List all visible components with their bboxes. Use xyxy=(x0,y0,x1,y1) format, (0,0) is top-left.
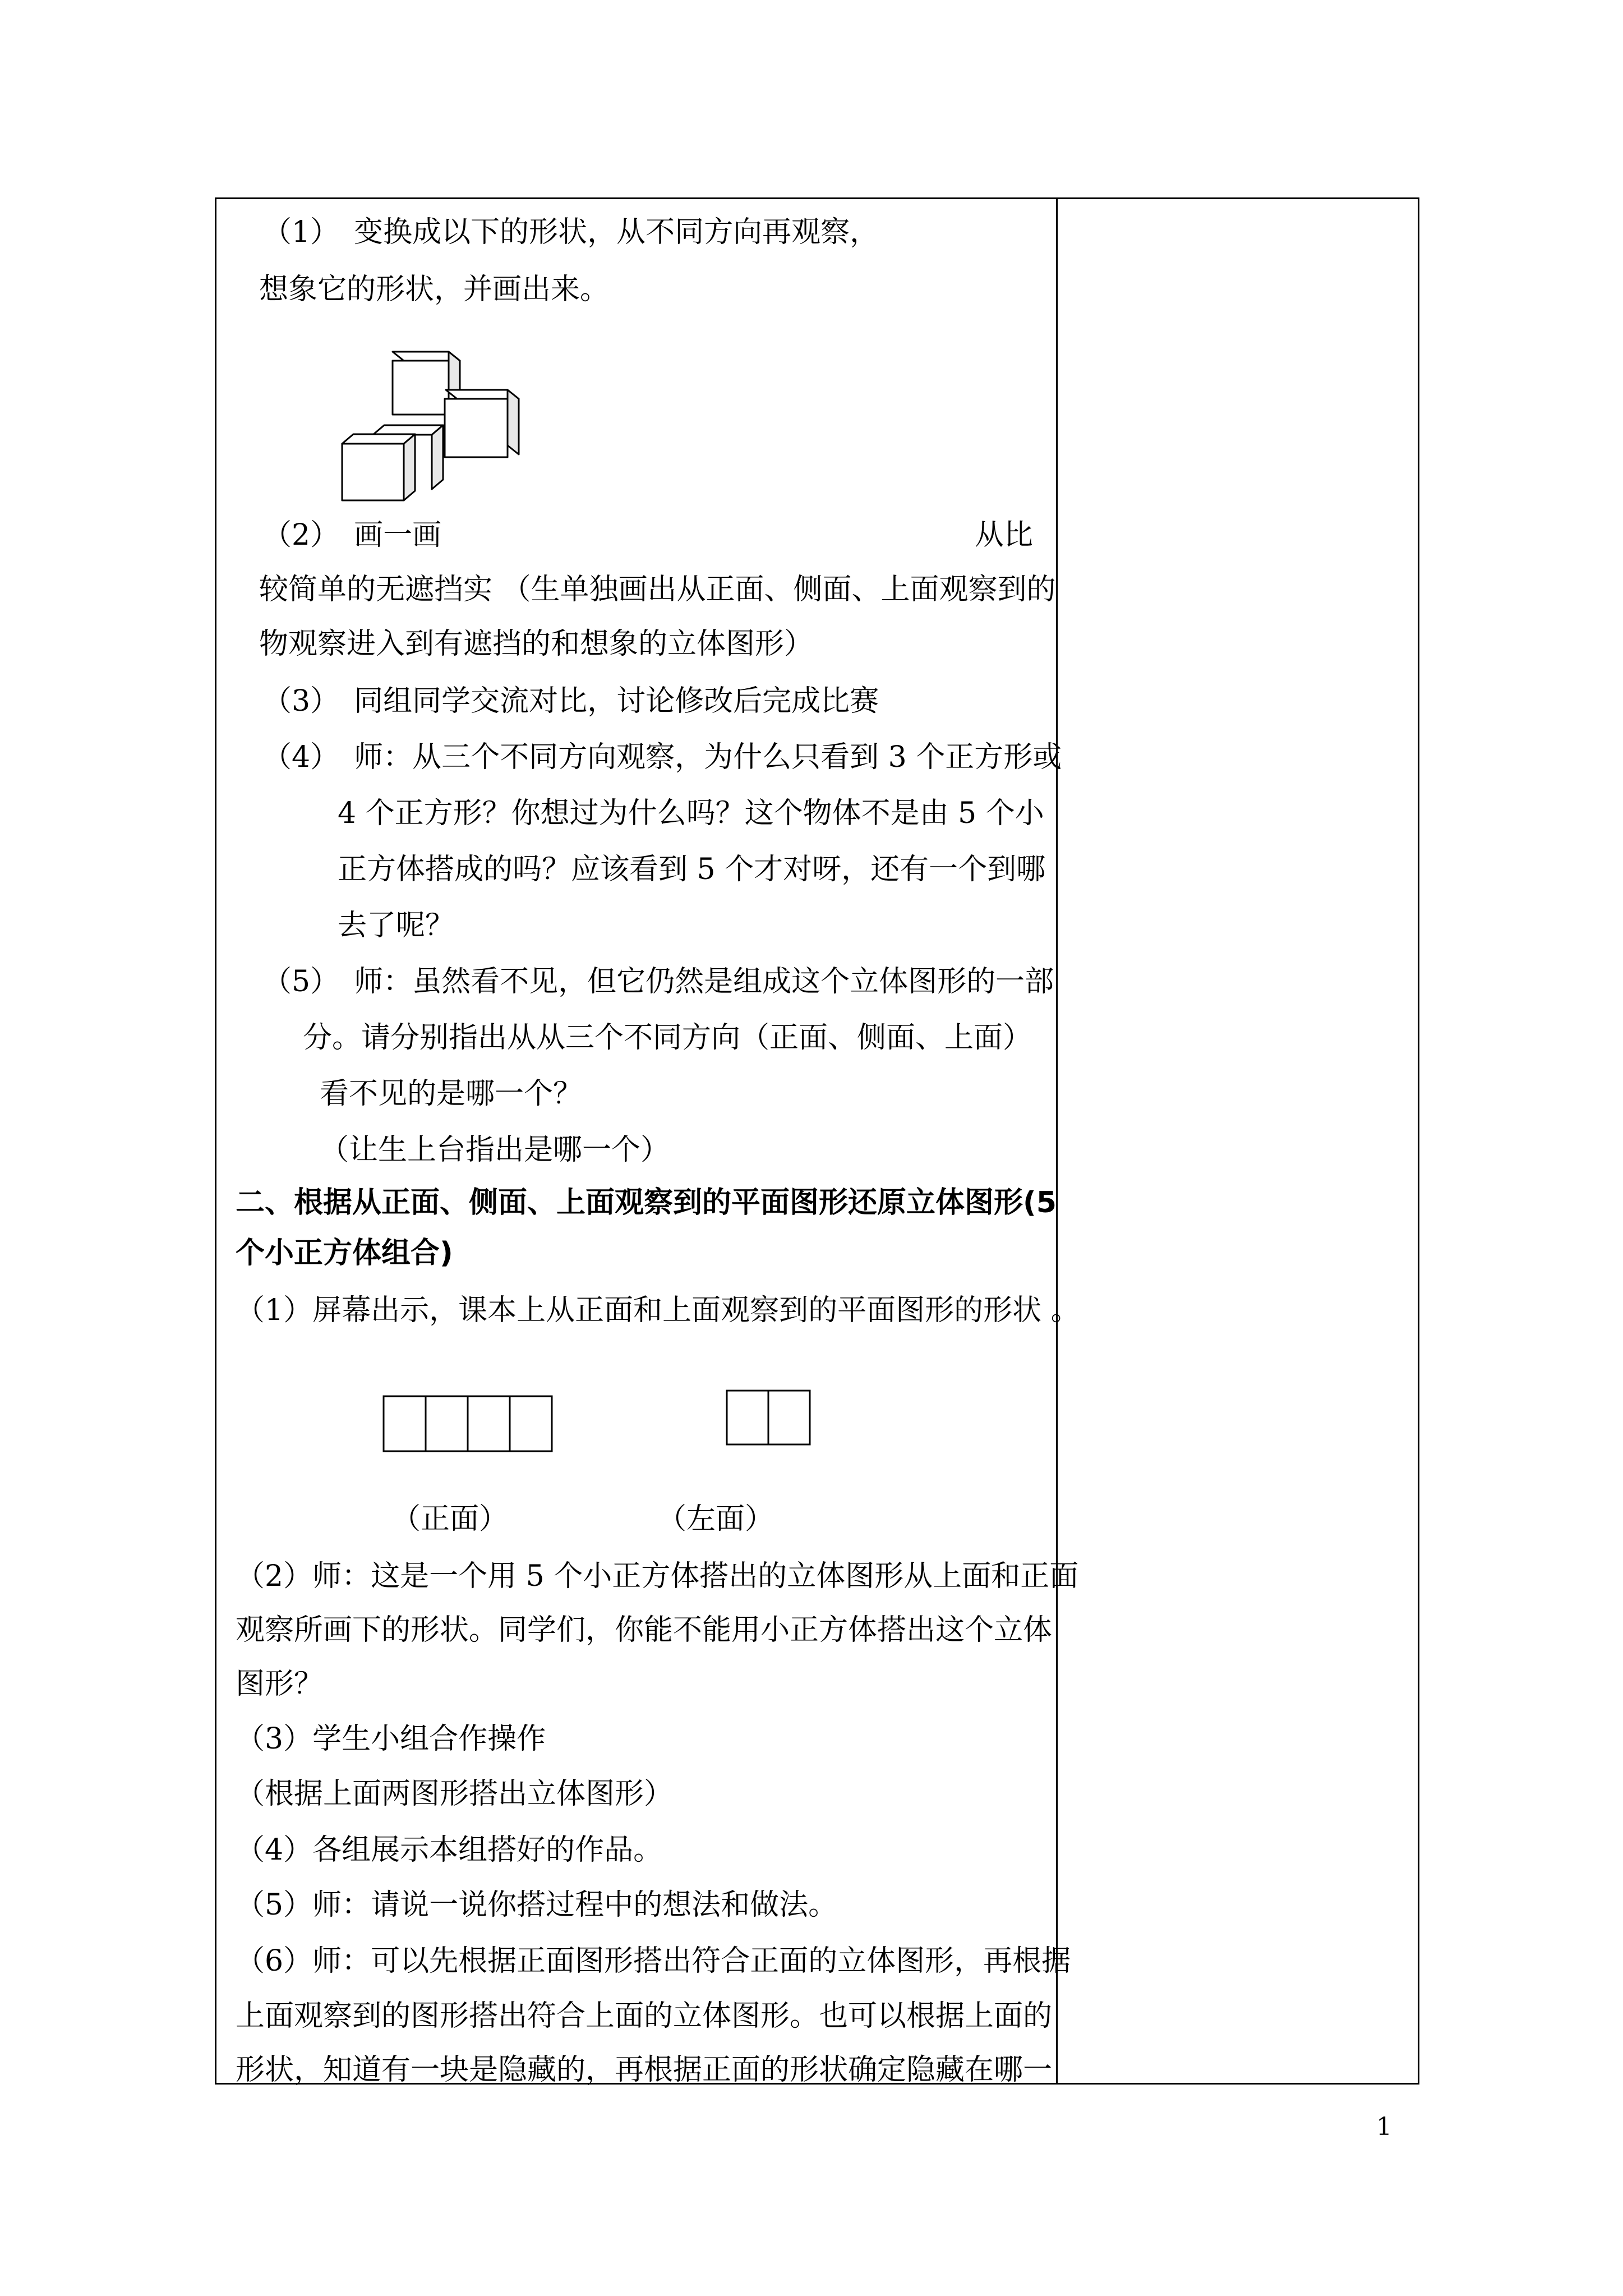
page-number: 1 xyxy=(1376,2113,1392,2141)
sub-6-cont-2: 形状，知道有一块是隐藏的，再根据正面的形状确定隐藏在哪一 xyxy=(236,2053,1053,2087)
step-3: （3） 同组同学交流对比，讨论修改后完成比赛 xyxy=(262,684,879,718)
step-1: （1） 变换成以下的形状，从不同方向再观察， xyxy=(262,215,879,249)
step-5-cont-2: 看不见的是哪一个？ xyxy=(320,1077,583,1111)
sub-2: （2）师：这是一个用 5 个小正方体搭出的立体图形从上面和正面 xyxy=(236,1559,1079,1593)
column-divider xyxy=(1056,197,1058,2085)
step-2-cont-2: 物观察进入到有遮挡的和想象的立体图形） xyxy=(259,627,814,661)
section-heading: 二、根据从正面、侧面、上面观察到的平面图形还原立体图形(5 xyxy=(236,1186,1057,1220)
sub-1: （1）屏幕出示，课本上从正面和上面观察到的平面图形的形状 。 xyxy=(236,1294,1080,1327)
sub-3: （3）学生小组合作操作 xyxy=(236,1722,546,1756)
step-1-cont: 想象它的形状，并画出来。 xyxy=(259,273,610,306)
caption-left: （左面） xyxy=(657,1502,774,1536)
step-4-cont-3: 去了呢？ xyxy=(338,909,455,942)
left-view-figure xyxy=(725,1388,814,1447)
step-4-cont-2: 正方体搭成的吗？应该看到 5 个才对呀，还有一个到哪 xyxy=(338,853,1046,886)
cubes-figure xyxy=(336,345,527,508)
sub-2-cont-1: 观察所画下的形状。同学们，你能不能用小正方体搭出这个立体 xyxy=(236,1613,1053,1647)
sub-6: （6）师：可以先根据正面图形搭出符合正面的立体图形，再根据 xyxy=(236,1944,1071,1978)
section-heading-cont: 个小正方体组合) xyxy=(236,1236,453,1270)
front-view-figure xyxy=(381,1394,555,1456)
sub-4: （4）各组展示本组搭好的作品。 xyxy=(236,1833,663,1867)
caption-front: （正面） xyxy=(391,1502,509,1536)
step-5-cont-1: 分。请分别指出从从三个不同方向（正面、侧面、上面） xyxy=(303,1021,1032,1055)
sub-3-note: （根据上面两图形搭出立体图形） xyxy=(236,1777,674,1811)
sub-6-cont-1: 上面观察到的图形搭出符合上面的立体图形。也可以根据上面的 xyxy=(236,1999,1053,2033)
step-2: （2） 画一画 xyxy=(262,518,442,552)
step-4: （4） 师：从三个不同方向观察，为什么只看到 3 个正方形或 xyxy=(262,740,1062,774)
sub-5: （5）师：请说一说你搭过程中的想法和做法。 xyxy=(236,1888,838,1922)
step-5: （5） 师：虽然看不见，但它仍然是组成这个立体图形的一部 xyxy=(262,965,1054,999)
step-2-right: 从比 xyxy=(975,518,1034,552)
step-4-cont-1: 4 个正方形？你想过为什么吗？这个物体不是由 5 个小 xyxy=(338,797,1044,830)
step-5-note: （让生上台指出是哪一个） xyxy=(320,1133,670,1167)
step-2-cont-1: 较简单的无遮挡实 （生单独画出从正面、侧面、上面观察到的 xyxy=(259,573,1056,606)
sub-2-cont-2: 图形？ xyxy=(236,1667,324,1701)
